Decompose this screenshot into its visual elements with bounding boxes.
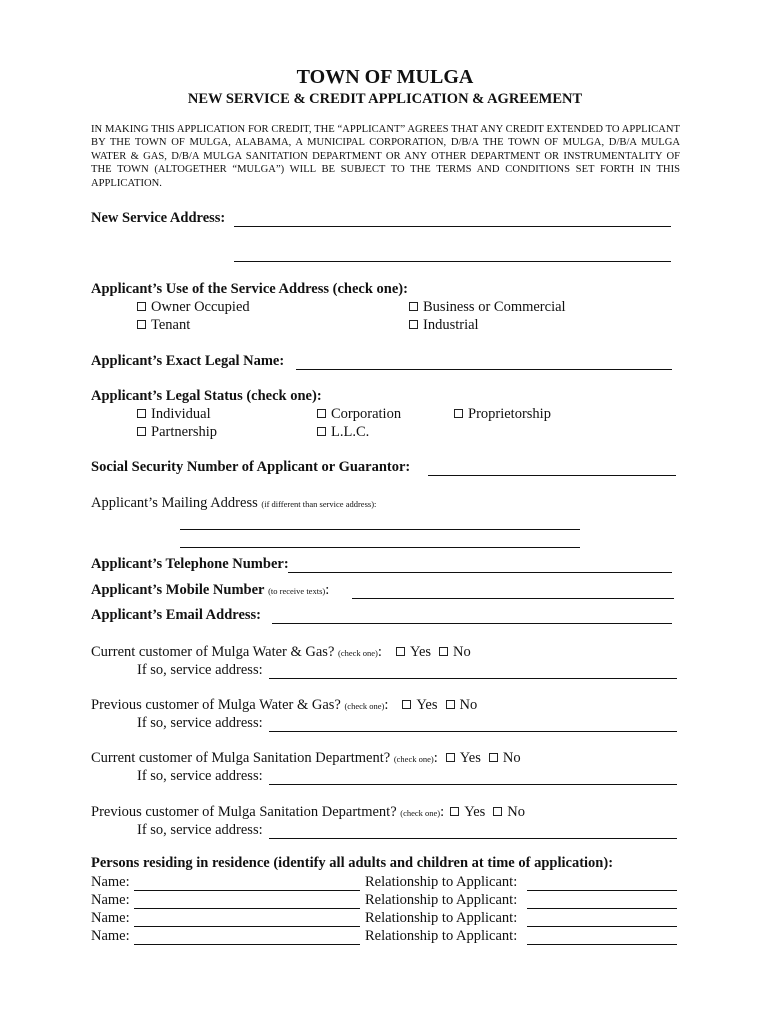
checkbox[interactable] xyxy=(446,753,455,762)
no-option[interactable] xyxy=(493,804,525,820)
person-name-label: Name: xyxy=(91,874,130,890)
option-label: Tenant xyxy=(151,317,191,333)
mailing-label-text: Applicant’s Mailing Address xyxy=(91,495,258,511)
legal-name-line[interactable] xyxy=(296,369,672,370)
status-individual-option[interactable] xyxy=(137,406,211,423)
telephone-line[interactable] xyxy=(288,572,672,573)
option-label: Corporation xyxy=(331,406,402,422)
use-label: Applicant’s Use of the Service Address (check one): xyxy=(91,281,408,297)
service-address-label: New Service Address: xyxy=(91,210,226,226)
mobile-label-text: Applicant’s Mobile Number xyxy=(91,582,265,598)
checkbox[interactable] xyxy=(137,302,146,311)
if-so-label: If so, service address: xyxy=(137,768,263,784)
yes-label: Yes xyxy=(464,804,486,820)
question-current-sanitation xyxy=(91,750,521,767)
checkbox[interactable] xyxy=(454,409,463,418)
mobile-label xyxy=(91,582,329,599)
question-previous-sanitation xyxy=(91,804,525,821)
checkbox[interactable] xyxy=(439,647,448,656)
colon: : xyxy=(440,804,445,820)
legal-name-label: Applicant’s Exact Legal Name: xyxy=(91,353,285,369)
question-text: Previous customer of Mulga Water & Gas? xyxy=(91,697,341,713)
person-name-label: Name: xyxy=(91,910,130,926)
checkbox[interactable] xyxy=(317,427,326,436)
relationship-line[interactable] xyxy=(527,944,677,945)
option-label: Business or Commercial xyxy=(423,299,566,315)
question-text: Previous customer of Mulga Sanitation Department? xyxy=(91,804,397,820)
checkbox[interactable] xyxy=(137,320,146,329)
use-business-option[interactable] xyxy=(409,299,566,316)
if-so-label: If so, service address: xyxy=(137,662,263,678)
legal-status-label: Applicant’s Legal Status (check one): xyxy=(91,388,322,404)
yes-option[interactable] xyxy=(446,750,481,766)
yes-option[interactable] xyxy=(396,644,431,660)
option-label: L.L.C. xyxy=(331,424,370,440)
person-name-line[interactable] xyxy=(134,926,360,927)
relationship-line[interactable] xyxy=(527,908,677,909)
telephone-label: Applicant’s Telephone Number: xyxy=(91,556,289,572)
checkbox[interactable] xyxy=(137,409,146,418)
yes-label: Yes xyxy=(409,644,432,660)
check-one-note: (check one) xyxy=(400,808,441,818)
service-address-line[interactable] xyxy=(269,784,677,785)
checkbox[interactable] xyxy=(396,647,405,656)
question-text: Current customer of Mulga Sanitation Department? xyxy=(91,750,391,766)
relationship-label: Relationship to Applicant: xyxy=(365,910,518,926)
checkbox[interactable] xyxy=(450,807,459,816)
checkbox[interactable] xyxy=(317,409,326,418)
option-label: Proprietorship xyxy=(468,406,551,422)
service-address-line[interactable] xyxy=(269,838,677,839)
if-so-label: If so, service address: xyxy=(137,715,263,731)
no-option[interactable] xyxy=(439,644,471,660)
intro-paragraph: IN MAKING THIS APPLICATION FOR CREDIT, THE “APPLICANT” AGREES THAT ANY CREDIT EXTENDED TO APPLICANT BY THE TOWN OF MULGA, ALABAMA, A MUNICIPAL CORPORATION, D/B/A THE TOWN OF MULGA, D/B/A MULGA WATER & GAS, D/B/A MULGA SANITATION DEPARTMENT OR ANY OTHER DEPARTMENT OR INSTRUMENTALITY OF THE TOWN (ALTOGETHER “MULGA”) WILL BE SUBJECT TO THE TERMS AND CONDITIONS SET FORTH IN THIS APPLICATION. xyxy=(91,124,680,189)
status-corporation-option[interactable] xyxy=(317,406,401,423)
status-partnership-option[interactable] xyxy=(137,424,217,441)
check-one-note: (check one) xyxy=(393,754,434,764)
use-owner-option[interactable] xyxy=(137,299,250,316)
option-label: Partnership xyxy=(151,424,218,440)
use-industrial-option[interactable] xyxy=(409,317,479,334)
use-tenant-option[interactable] xyxy=(137,317,190,334)
person-name-label: Name: xyxy=(91,892,130,908)
person-name-line[interactable] xyxy=(134,890,360,891)
no-option[interactable] xyxy=(446,697,478,713)
checkbox[interactable] xyxy=(409,320,418,329)
option-label: Industrial xyxy=(423,317,479,333)
mailing-address-line-1[interactable] xyxy=(180,529,580,530)
persons-label: Persons residing in residence (identify all adults and children at time of application): xyxy=(91,855,614,871)
colon: : xyxy=(433,750,438,766)
person-name-line[interactable] xyxy=(134,908,360,909)
ssn-label: Social Security Number of Applicant or Guarantor: xyxy=(91,459,411,475)
yes-option[interactable] xyxy=(450,804,485,820)
checkbox[interactable] xyxy=(137,427,146,436)
relationship-label: Relationship to Applicant: xyxy=(365,874,518,890)
relationship-label: Relationship to Applicant: xyxy=(365,928,518,944)
mailing-address-line-2[interactable] xyxy=(180,547,580,548)
if-so-label: If so, service address: xyxy=(137,822,263,838)
no-label: No xyxy=(459,697,478,713)
relationship-line[interactable] xyxy=(527,926,677,927)
email-label: Applicant’s Email Address: xyxy=(91,607,261,623)
question-current-water-gas xyxy=(91,644,471,661)
no-label: No xyxy=(502,750,521,766)
question-text: Current customer of Mulga Water & Gas? xyxy=(91,644,335,660)
page-subtitle: NEW SERVICE & CREDIT APPLICATION & AGREEMENT xyxy=(187,91,583,107)
status-proprietorship-option[interactable] xyxy=(454,406,551,423)
checkbox[interactable] xyxy=(493,807,502,816)
mailing-address-label xyxy=(91,495,376,512)
checkbox[interactable] xyxy=(489,753,498,762)
question-previous-water-gas xyxy=(91,697,477,714)
option-label: Owner Occupied xyxy=(151,299,250,315)
yes-label: Yes xyxy=(459,750,481,766)
no-option[interactable] xyxy=(489,750,521,766)
checkbox[interactable] xyxy=(409,302,418,311)
no-label: No xyxy=(453,644,471,660)
service-address-line[interactable] xyxy=(269,678,677,679)
mailing-note: (if different than service address): xyxy=(261,499,377,509)
service-address-line-2[interactable] xyxy=(234,261,671,262)
ssn-line[interactable] xyxy=(428,475,676,476)
yes-label: Yes xyxy=(416,697,438,713)
relationship-label: Relationship to Applicant: xyxy=(365,892,518,908)
colon: : xyxy=(384,697,389,713)
status-llc-option[interactable] xyxy=(317,424,369,441)
page-title: TOWN OF MULGA xyxy=(296,66,474,88)
option-label: Individual xyxy=(151,406,211,422)
mobile-note: (to receive texts) xyxy=(268,586,326,596)
checkbox[interactable] xyxy=(446,700,455,709)
check-one-note: (check one) xyxy=(338,648,378,658)
mobile-line[interactable] xyxy=(352,598,674,599)
colon: : xyxy=(377,644,382,660)
email-line[interactable] xyxy=(272,623,672,624)
person-name-label: Name: xyxy=(91,928,130,944)
service-address-line-1[interactable] xyxy=(234,226,671,227)
check-one-note: (check one) xyxy=(344,701,385,711)
relationship-line[interactable] xyxy=(527,890,677,891)
checkbox[interactable] xyxy=(402,700,411,709)
mobile-colon: : xyxy=(325,582,330,598)
no-label: No xyxy=(507,804,526,820)
yes-option[interactable] xyxy=(402,697,437,713)
person-name-line[interactable] xyxy=(134,944,360,945)
service-address-line[interactable] xyxy=(269,731,677,732)
